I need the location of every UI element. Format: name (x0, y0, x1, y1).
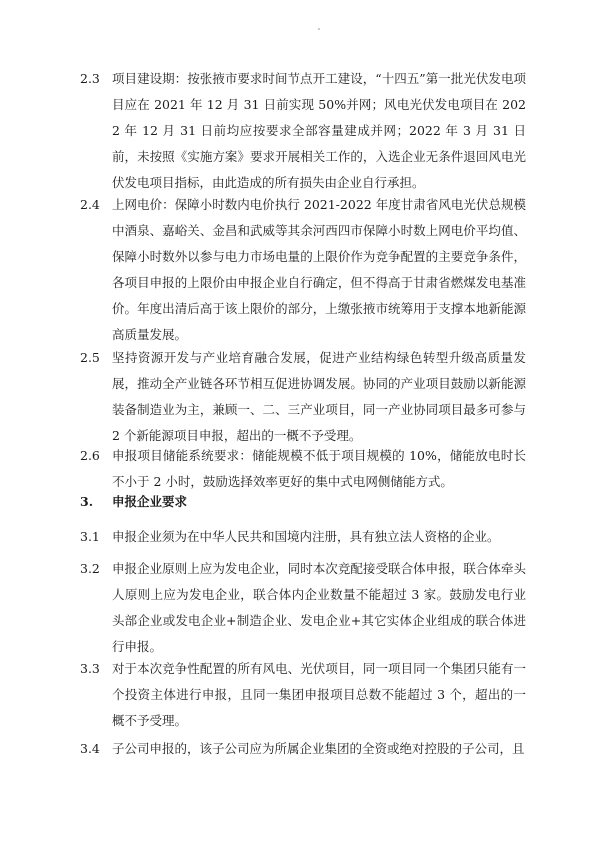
scan-speck (318, 28, 320, 30)
clause-text: 项目建设期：按张掖市要求时间节点开工建设，“十四五”第一批光伏发电项目应在 2021 年 12 月 31 日前实现 50%并网；风电光伏发电项目在 2022 年 12 月 31 日前均应按要求全部容量建成并网；2022 年 3 月 31 日前，未按照《实施方案》要求开展相关工作的，入选企业无条件退回风电光伏发电项目指标，由此造成的所有损失由企业自行承担。 (112, 71, 526, 190)
clause-text: 上网电价：保障小时数内电价执行 2021-2022 年度甘肃省风电光伏总规模中酒泉、嘉峪关、金昌和武威等其余河西四市保障小时数上网电价平均值、保障小时数外以参与电力市场电量的上限价作为竞争配置的主要竞争条件，各项目申报的上限价由申报企业自行确定，但不得高于甘肃省燃煤发电基准价。年度出清后高于该上限价的部分，上缴张掖市统筹用于支撑本地新能源高质量发展。 (112, 197, 526, 342)
clause-text: 申报项目储能系统要求：储能规模不低于项目规模的 10%，储能放电时长不小于 2 小时，鼓励选择效率更好的集中式电网侧储能方式。 (112, 448, 526, 489)
clause-text: 申报企业原则上应为发电企业，同时本次竞配接受联合体申报，联合体牵头人原则上应为发电企业，联合体内企业数量不能超过 3 家。鼓励发电行业头部企业或发电企业+制造企业、发电企业+其它实体企业组成的联合体进行申报。 (112, 561, 526, 654)
clause-number: 3.1 (80, 529, 100, 544)
clause-number: 2.3 (80, 71, 100, 86)
clause-text: 坚持资源开发与产业培育融合发展，促进产业结构绿色转型升级高质量发展，推动全产业链各环节相互促进协调发展。协同的产业项目鼓励以新能源装备制造业为主，兼顾一、二、三产业项目，同一产业协同项目最多可参与 2 个新能源项目申报，超出的一概不予受理。 (112, 350, 526, 443)
clause-text: 子公司申报的，该子公司应为所属企业集团的全资或绝对控股的子公司，且 (112, 741, 525, 756)
clause-number: 2.5 (80, 350, 100, 365)
clause-number: 2.4 (80, 197, 100, 212)
clause-text: 申报企业须为在中华人民共和国境内注册，具有独立法人资格的企业。 (112, 529, 500, 544)
clause-number: 2.6 (80, 448, 100, 463)
section-number: 3. (80, 494, 94, 509)
clause-number: 3.2 (80, 561, 100, 576)
clause-number: 3.4 (80, 741, 100, 756)
clause-number: 3.3 (80, 661, 100, 676)
clause-text: 对于本次竞争性配置的所有风电、光伏项目，同一项目同一个集团只能有一个投资主体进行申报，且同一集团申报项目总数不能超过 3 个，超出的一概不予受理。 (112, 661, 526, 728)
section-title: 申报企业要求 (112, 494, 188, 509)
